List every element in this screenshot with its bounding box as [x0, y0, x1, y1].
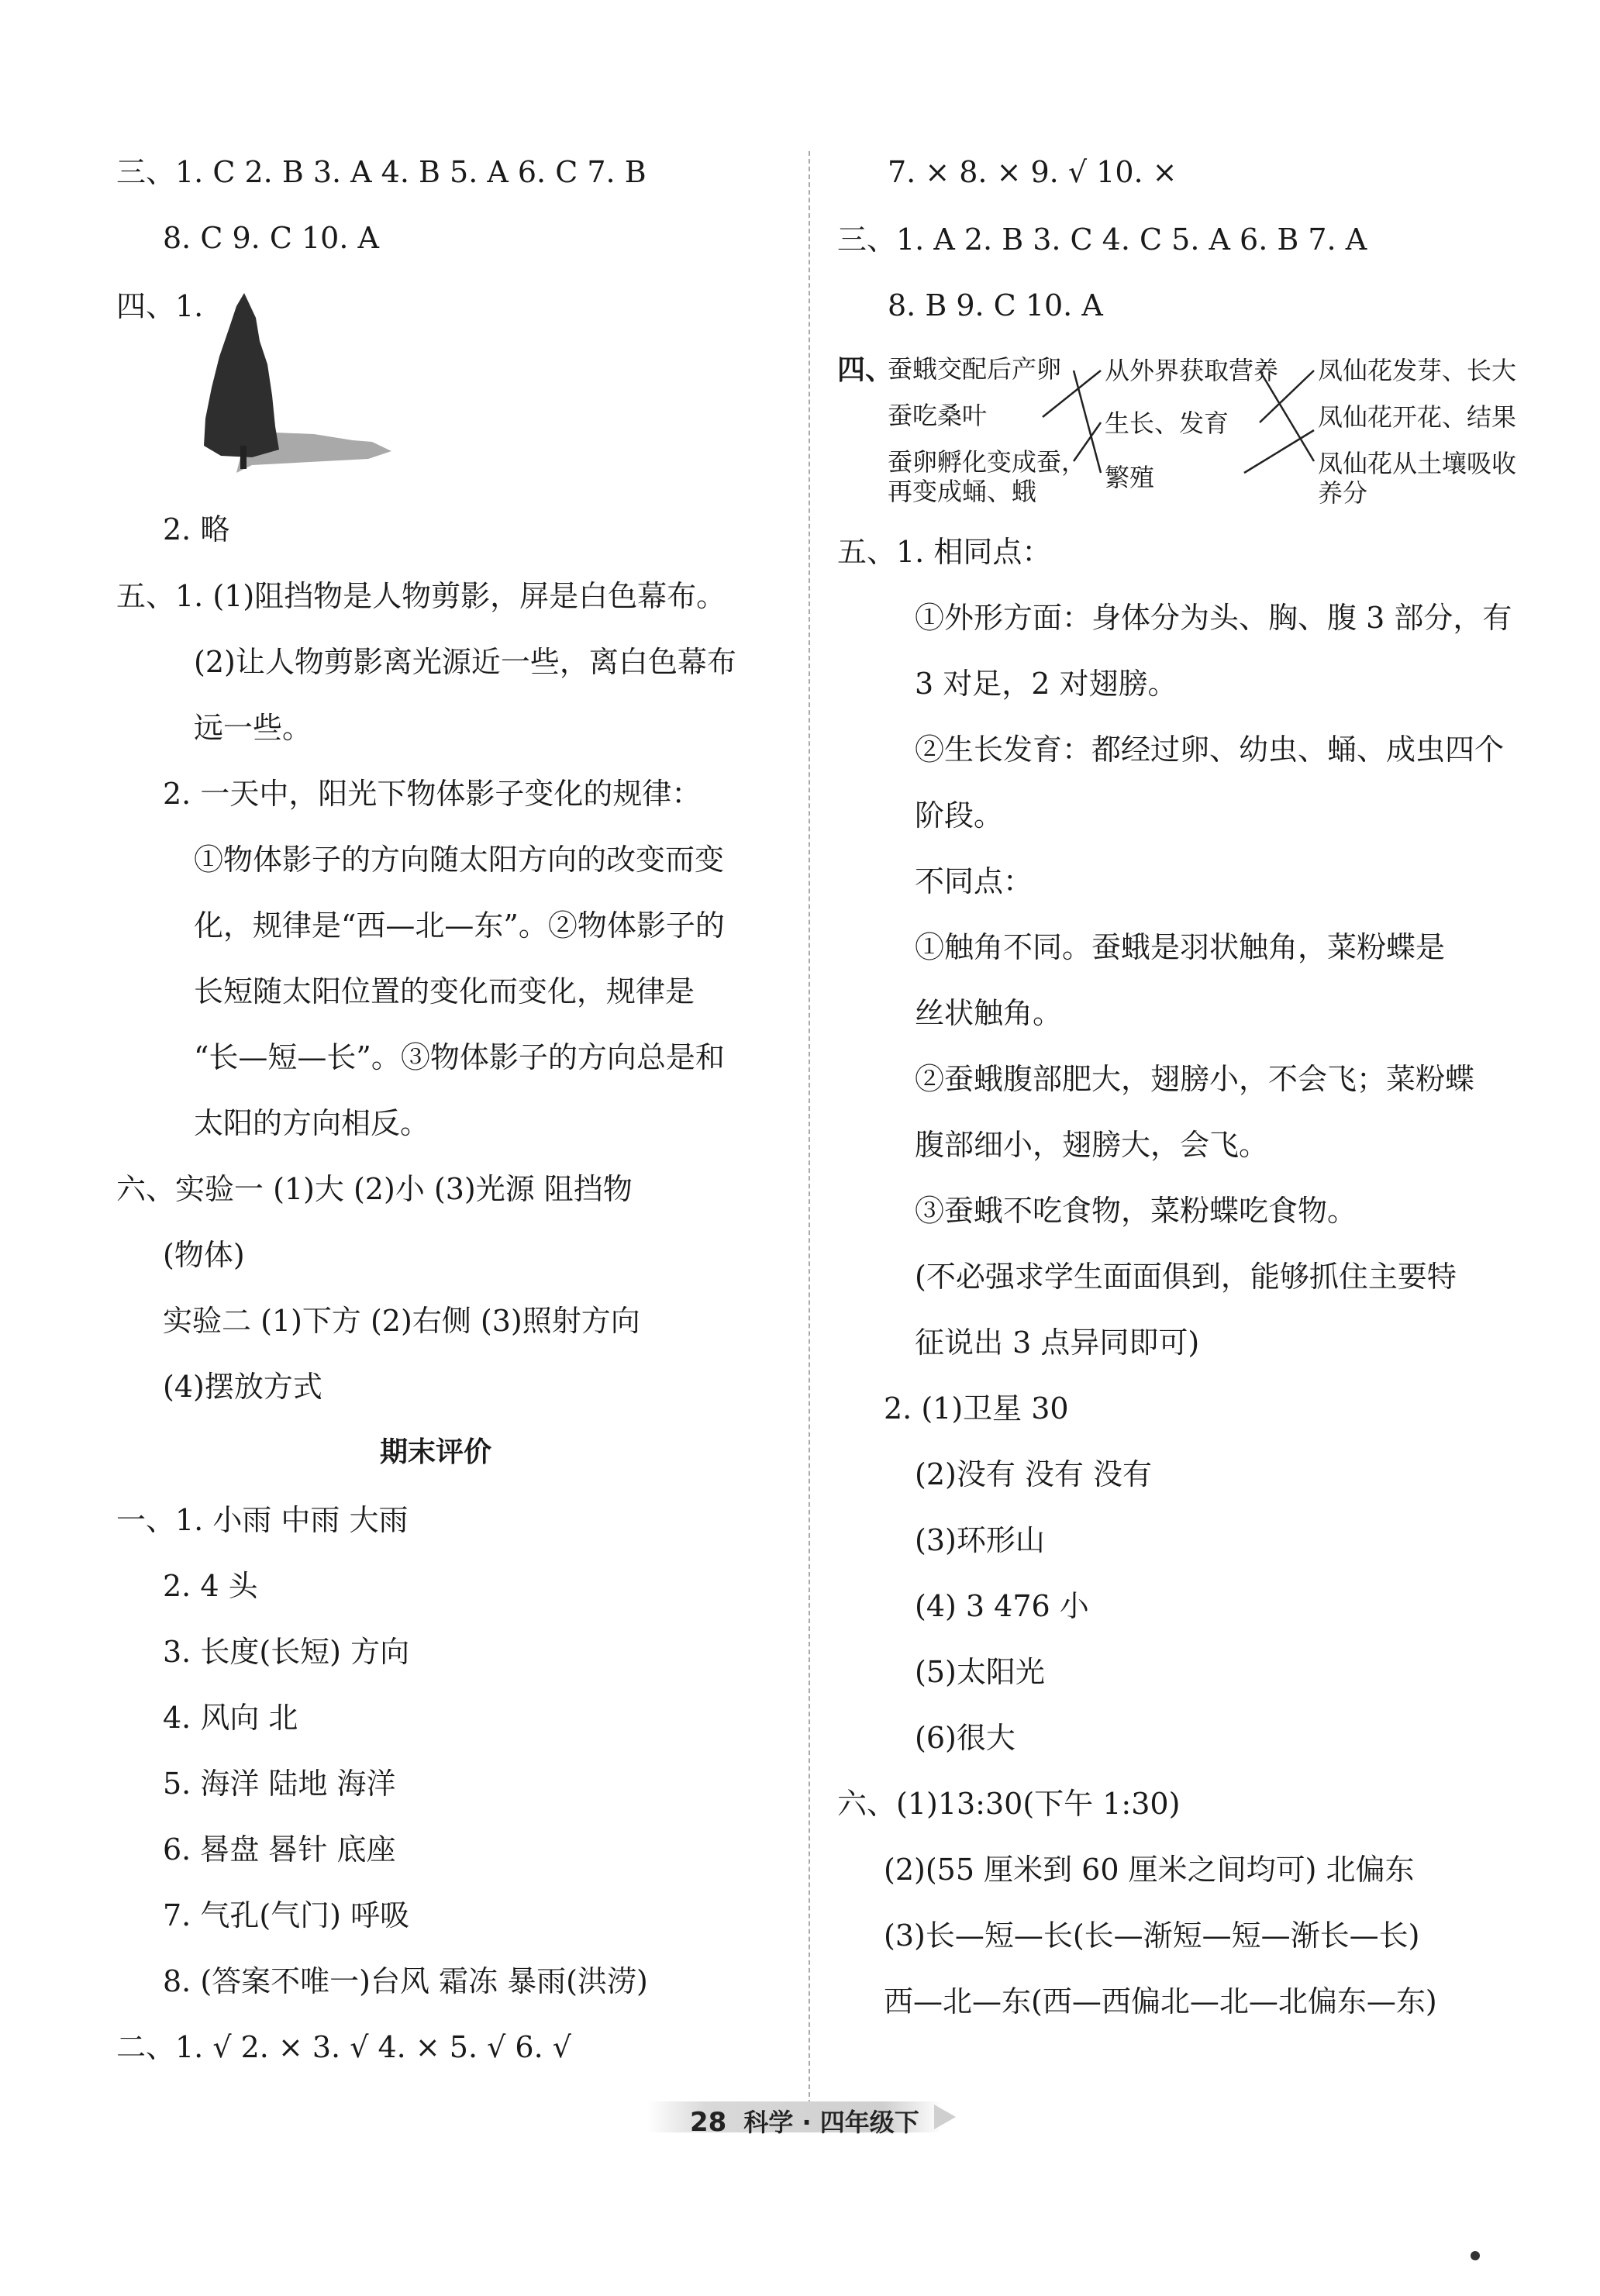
section-heading: 期末评价: [380, 1436, 492, 1468]
answer-line: ②生长发育：都经过卵、幼虫、蛹、成虫四个: [915, 733, 1505, 767]
answer-line: 六、实验一 (1)大 (2)小 (3)光源 阻挡物: [116, 1172, 633, 1206]
answer-line: 5. 海洋 陆地 海洋: [163, 1767, 396, 1801]
match-left-item: 蚕吃桑叶: [888, 401, 988, 430]
answer-line: 8. (答案不唯一)台风 霜冻 暴雨(洪涝): [163, 1964, 648, 1998]
answer-line: 腹部细小，翅膀大，会飞。: [915, 1128, 1269, 1162]
answer-line: 实验二 (1)下方 (2)右侧 (3)照射方向: [163, 1304, 640, 1338]
match-mid-item: 从外界获取营养: [1105, 356, 1279, 385]
match-mid-item: 生长、发育: [1105, 409, 1229, 438]
answer-line: 4. 风向 北: [163, 1701, 298, 1735]
answer-line: (3)长—短—长(长—渐短—短—渐长—长): [884, 1919, 1420, 1953]
match-right-item: 凤仙花开花、结果: [1318, 402, 1517, 432]
answer-line: 7. × 8. × 9. √ 10. ×: [888, 155, 1178, 189]
match-left-item: 蚕蛾交配后产卵: [888, 354, 1062, 384]
answer-line: 五、1. 相同点：: [837, 535, 1052, 569]
answer-line: 2. 一天中，阳光下物体影子变化的规律：: [163, 777, 702, 811]
answer-line: 六、(1)13:30(下午 1:30): [837, 1787, 1181, 1821]
answer-line: ①触角不同。蚕蛾是羽状触角，菜粉蝶是: [915, 930, 1446, 964]
answer-line: (2)让人物剪影离光源近一些，离白色幕布: [194, 645, 736, 679]
answer-line: 四、1.: [116, 289, 204, 323]
answer-line: ①物体影子的方向随太阳方向的改变而变: [194, 843, 725, 877]
answer-line: (4)摆放方式: [163, 1370, 322, 1404]
answer-line: 6. 晷盘 晷针 底座: [163, 1832, 396, 1867]
answer-line: 三、1. A 2. B 3. C 4. C 5. A 6. B 7. A: [837, 222, 1367, 257]
answer-line: 2. (1)卫星 30: [884, 1391, 1069, 1426]
answer-line: (不必强求学生面面俱到，能够抓住主要特: [915, 1260, 1457, 1294]
matching-lines: [837, 341, 1519, 519]
answer-line: 一、1. 小雨 中雨 大雨: [116, 1503, 409, 1537]
answer-line: 太阳的方向相反。: [194, 1106, 430, 1140]
answer-line: 不同点：: [915, 864, 1033, 898]
answer-line: 阶段。: [915, 798, 1004, 833]
arrow-right-icon: [934, 2105, 957, 2129]
answer-line: 2. 略: [163, 512, 230, 546]
answer-line: 五、1. (1)阻挡物是人物剪影，屏是白色幕布。: [116, 579, 726, 613]
answer-line: 丝状触角。: [915, 996, 1063, 1030]
match-right-item: 凤仙花从土壤吸收: [1318, 449, 1517, 478]
answer-line: 3. 长度(长短) 方向: [163, 1635, 410, 1669]
answer-line: 二、1. √ 2. × 3. √ 4. × 5. √ 6. √: [116, 2030, 571, 2064]
corner-dot: [1471, 2251, 1480, 2260]
match-left-item: 再变成蛹、蛾: [888, 477, 1037, 506]
answer-line: 化，规律是“西—北—东”。②物体影子的: [194, 908, 725, 943]
answer-line: 西—北—东(西—西偏北—北—北偏东—东): [884, 1984, 1437, 2018]
match-right-item: 养分: [1318, 478, 1368, 508]
page-number: 28: [690, 2107, 727, 2138]
answer-line: “长—短—长”。③物体影子的方向总是和: [194, 1040, 725, 1074]
answer-line: 征说出 3 点异同即可): [915, 1326, 1200, 1360]
answer-line: 8. B 9. C 10. A: [888, 288, 1103, 322]
answer-line: 7. 气孔(气门) 呼吸: [163, 1898, 410, 1932]
answer-line: 三、1. C 2. B 3. A 4. B 5. A 6. C 7. B: [116, 155, 647, 189]
match-right-item: 凤仙花发芽、长大: [1318, 356, 1517, 385]
match-mid-item: 繁殖: [1105, 463, 1155, 492]
answer-line: 2. 4 头: [163, 1569, 258, 1603]
answer-line: (6)很大: [915, 1721, 1016, 1755]
match-left-item: 蚕卵孵化变成蚕，: [888, 447, 1087, 477]
answer-line: (5)太阳光: [915, 1655, 1045, 1689]
footer-text: [690, 2103, 919, 2139]
answer-line: ②蚕蛾腹部肥大，翅膀小，不会飞；菜粉蝶: [915, 1062, 1475, 1096]
answer-line: (4) 3 476 小: [915, 1589, 1089, 1623]
page-footer: [647, 2097, 957, 2136]
answer-line: (3)环形山: [915, 1523, 1045, 1557]
answer-line: 长短随太阳位置的变化而变化，规律是: [194, 974, 695, 1008]
answer-line: ①外形方面：身体分为头、胸、腹 3 部分，有: [915, 601, 1512, 635]
answer-line: (2)没有 没有 没有: [915, 1457, 1152, 1491]
question-prefix: 四、: [837, 354, 894, 386]
tree-shadow-figure: [198, 287, 399, 481]
answer-line: (2)(55 厘米到 60 厘米之间均可) 北偏东: [884, 1853, 1415, 1887]
answer-line: (物体): [163, 1238, 245, 1272]
subject-label: 科学 · 四年级下: [743, 2108, 919, 2137]
answer-line: 3 对足，2 对翅膀。: [915, 667, 1178, 701]
column-divider: [809, 151, 810, 2105]
answer-line: 远一些。: [194, 711, 312, 745]
answer-line: ③蚕蛾不吃食物，菜粉蝶吃食物。: [915, 1194, 1357, 1228]
answer-line: 8. C 9. C 10. A: [163, 221, 379, 255]
